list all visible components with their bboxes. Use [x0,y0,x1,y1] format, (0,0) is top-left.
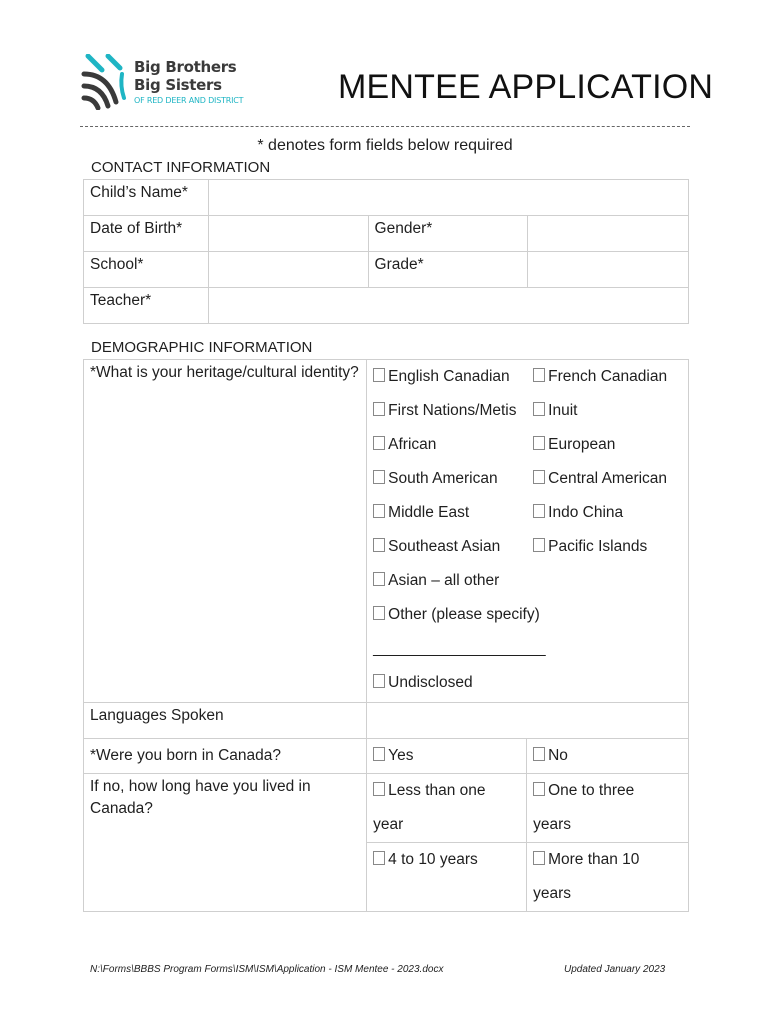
languages-field[interactable] [367,703,689,739]
teacher-label: Teacher* [84,288,209,324]
checkbox-icon[interactable] [373,402,385,416]
school-label: School* [84,252,209,288]
heritage-question: *What is your heritage/cultural identity? [84,360,367,703]
teacher-field[interactable] [208,288,688,324]
less-than-one-option[interactable]: Less than one year [367,774,527,843]
checkbox-icon[interactable] [373,606,385,620]
dob-label: Date of Birth* [84,216,209,252]
required-note: * denotes form fields below required [257,137,513,154]
table-row [84,360,689,703]
checkbox-icon[interactable] [533,402,545,416]
gender-field[interactable] [528,216,689,252]
other-specify-blank[interactable]: ____________________ [373,640,546,657]
page-title: MENTEE APPLICATION [338,68,714,106]
checkbox-icon[interactable] [373,470,385,484]
demographic-table [83,359,689,912]
checkbox-icon[interactable] [533,851,545,865]
languages-label: Languages Spoken [84,703,367,739]
checkbox-icon[interactable] [373,368,385,382]
option-pacific-islands[interactable]: Pacific Islands [533,530,647,564]
checkbox-icon[interactable] [373,851,385,865]
how-long-label: If no, how long have you lived in Canada? [84,774,367,912]
option-first-nations[interactable]: First Nations/Metis [373,394,533,428]
child-name-field[interactable] [208,180,688,216]
checkbox-icon[interactable] [373,674,385,688]
checkbox-icon[interactable] [373,436,385,450]
born-canada-label: *Were you born in Canada? [84,739,367,774]
checkbox-icon[interactable] [373,782,385,796]
born-yes-option[interactable]: Yes [367,739,527,774]
footer-updated: Updated January 2023 [564,964,666,975]
option-southeast-asian[interactable]: Southeast Asian [373,530,533,564]
checkbox-icon[interactable] [533,782,545,796]
logo-line-1: Big Brothers [134,58,237,76]
grade-label: Grade* [368,252,528,288]
table-row [84,216,689,252]
grade-field[interactable] [528,252,689,288]
option-asian-other[interactable]: Asian – all other [373,564,682,598]
option-indo-china[interactable]: Indo China [533,496,623,530]
more-than-ten-option[interactable]: More than 10 years [527,843,689,912]
option-european[interactable]: European [533,428,615,462]
table-row [84,180,689,216]
checkbox-icon[interactable] [373,538,385,552]
contact-table [83,179,689,324]
table-row [84,288,689,324]
table-row [84,252,689,288]
logo-line-2: Big Sisters [134,76,222,94]
checkbox-icon[interactable] [533,747,545,761]
child-name-label: Child’s Name* [84,180,209,216]
logo-mark-icon [80,54,130,110]
divider [80,126,690,127]
gender-label: Gender* [368,216,528,252]
demographic-section-heading: DEMOGRAPHIC INFORMATION [91,339,313,356]
option-other-specify[interactable]: Other (please specify) [373,598,682,632]
option-middle-east[interactable]: Middle East [373,496,533,530]
organization-logo [80,54,250,116]
checkbox-icon[interactable] [533,504,545,518]
checkbox-icon[interactable] [533,470,545,484]
footer-file-path: N:\Forms\BBBS Program Forms\ISM\ISM\Application - ISM Mentee - 2023.docx [90,964,444,975]
option-undisclosed[interactable]: Undisclosed [373,666,682,700]
checkbox-icon[interactable] [533,368,545,382]
checkbox-icon[interactable] [533,436,545,450]
checkbox-icon[interactable] [533,538,545,552]
table-row [84,703,689,739]
option-french-canadian[interactable]: French Canadian [533,360,667,394]
checkbox-icon[interactable] [373,747,385,761]
table-row [84,774,689,843]
born-no-option[interactable]: No [527,739,689,774]
heritage-options [367,360,689,703]
four-to-ten-option[interactable]: 4 to 10 years [367,843,527,912]
logo-line-3: OF RED DEER AND DISTRICT [134,96,244,105]
option-south-american[interactable]: South American [373,462,533,496]
checkbox-icon[interactable] [373,572,385,586]
table-row [84,739,689,774]
dob-field[interactable] [208,216,368,252]
checkbox-icon[interactable] [373,504,385,518]
option-inuit[interactable]: Inuit [533,394,577,428]
school-field[interactable] [208,252,368,288]
option-english-canadian[interactable]: English Canadian [373,360,533,394]
contact-section-heading: CONTACT INFORMATION [91,159,271,176]
option-central-american[interactable]: Central American [533,462,667,496]
option-african[interactable]: African [373,428,533,462]
one-to-three-option[interactable]: One to three years [527,774,689,843]
